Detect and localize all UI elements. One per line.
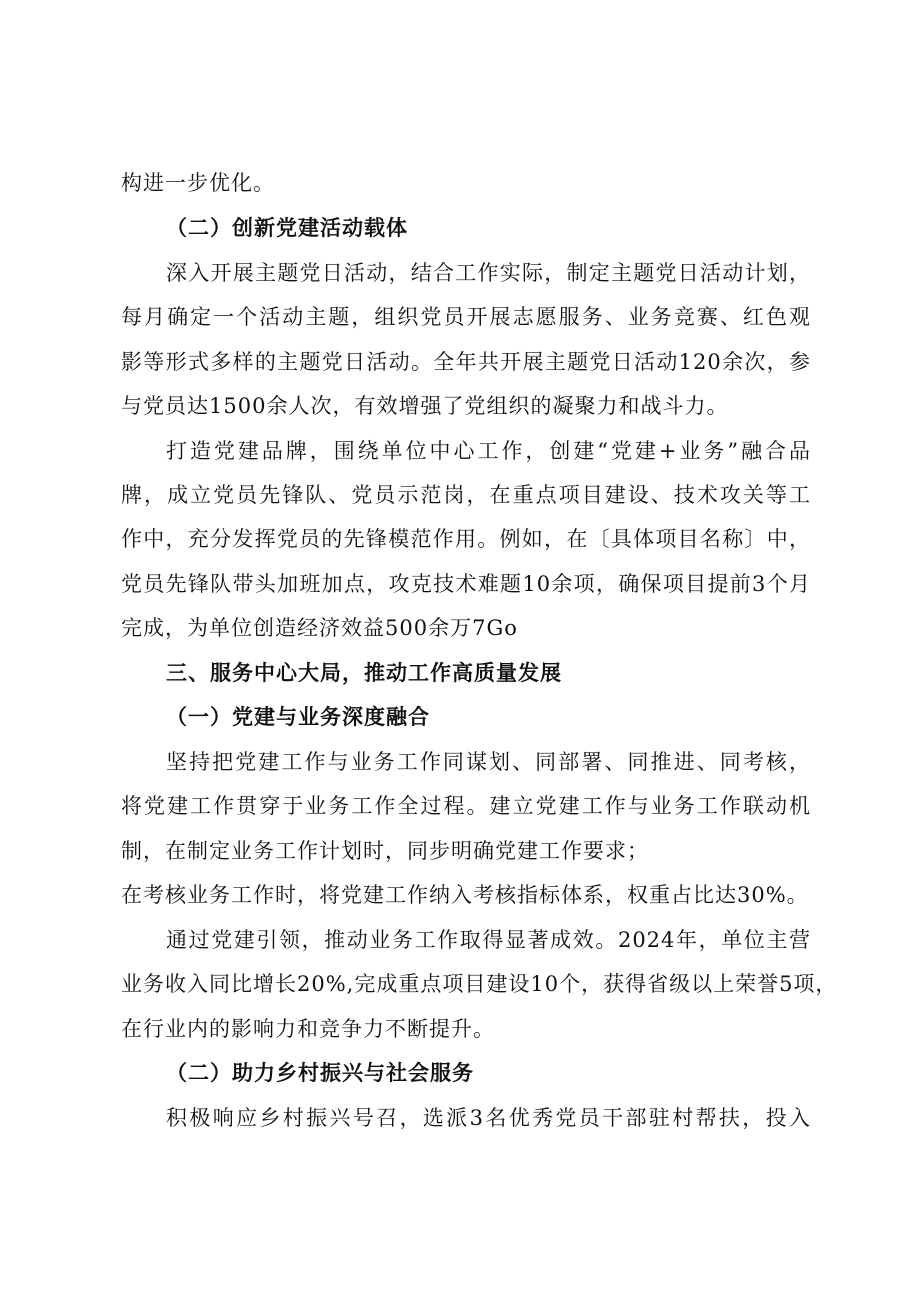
paragraph-line: 在考核业务工作时，将党建工作纳入考核指标体系，权重占比达30%。 <box>121 883 809 907</box>
section-heading: 三、服务中心大局，推动工作高质量发展 <box>166 660 562 685</box>
paragraph-line: 牌，成立党员先锋队、党员示范岗，在重点项目建设、技术攻关等工 <box>121 483 811 507</box>
paragraph-line: 将党建工作贯穿于业务工作全过程。建立党建工作与业务工作联动机 <box>121 794 811 818</box>
paragraph-line: 通过党建引领，推动业务工作取得显著成效。2024年，单位主营 <box>166 928 811 952</box>
paragraph-line: 积极响应乡村振兴号召，选派3名优秀党员干部驻村帮扶，投入 <box>166 1106 811 1130</box>
subsection-heading: （一）党建与业务深度融合 <box>166 704 430 729</box>
paragraph-line: 影等形式多样的主题党日活动。全年共开展主题党日活动120余次，参 <box>121 350 811 374</box>
paragraph-line: 作中，充分发挥党员的先锋模范作用。例如，在〔具体项目名称〕中， <box>121 527 811 551</box>
paragraph-line: 完成，为单位创造经济效益500余万7Go <box>121 616 518 640</box>
subsection-heading: （二）助力乡村振兴与社会服务 <box>166 1060 474 1085</box>
paragraph-line: 党员先锋队带头加班加点，攻克技术难题10余项，确保项目提前3个月 <box>121 572 811 596</box>
paragraph-line: 构进一步优化。 <box>121 171 275 195</box>
paragraph-line: 在行业内的影响力和竞争力不断提升。 <box>121 1017 495 1041</box>
paragraph-line: 业务收入同比增长20%,完成重点项目建设10个，获得省级以上荣誉5项， <box>121 972 838 996</box>
paragraph-line: 深入开展主题党日活动，结合工作实际，制定主题党日活动计划， <box>166 261 811 285</box>
paragraph-line: 打造党建品牌，围绕单位中心工作，创建“党建+业务”融合品 <box>166 439 811 463</box>
paragraph-line: 坚持把党建工作与业务工作同谋划、同部署、同推进、同考核， <box>166 750 811 774</box>
paragraph-line: 每月确定一个活动主题，组织党员开展志愿服务、业务竞赛、红色观 <box>121 305 811 329</box>
subsection-heading: （二）创新党建活动载体 <box>166 215 408 240</box>
paragraph-line: 制，在制定业务工作计划时，同步明确党建工作要求； <box>121 839 649 863</box>
paragraph-line: 与党员达1500余人次，有效增强了党组织的凝聚力和战斗力。 <box>121 394 729 418</box>
